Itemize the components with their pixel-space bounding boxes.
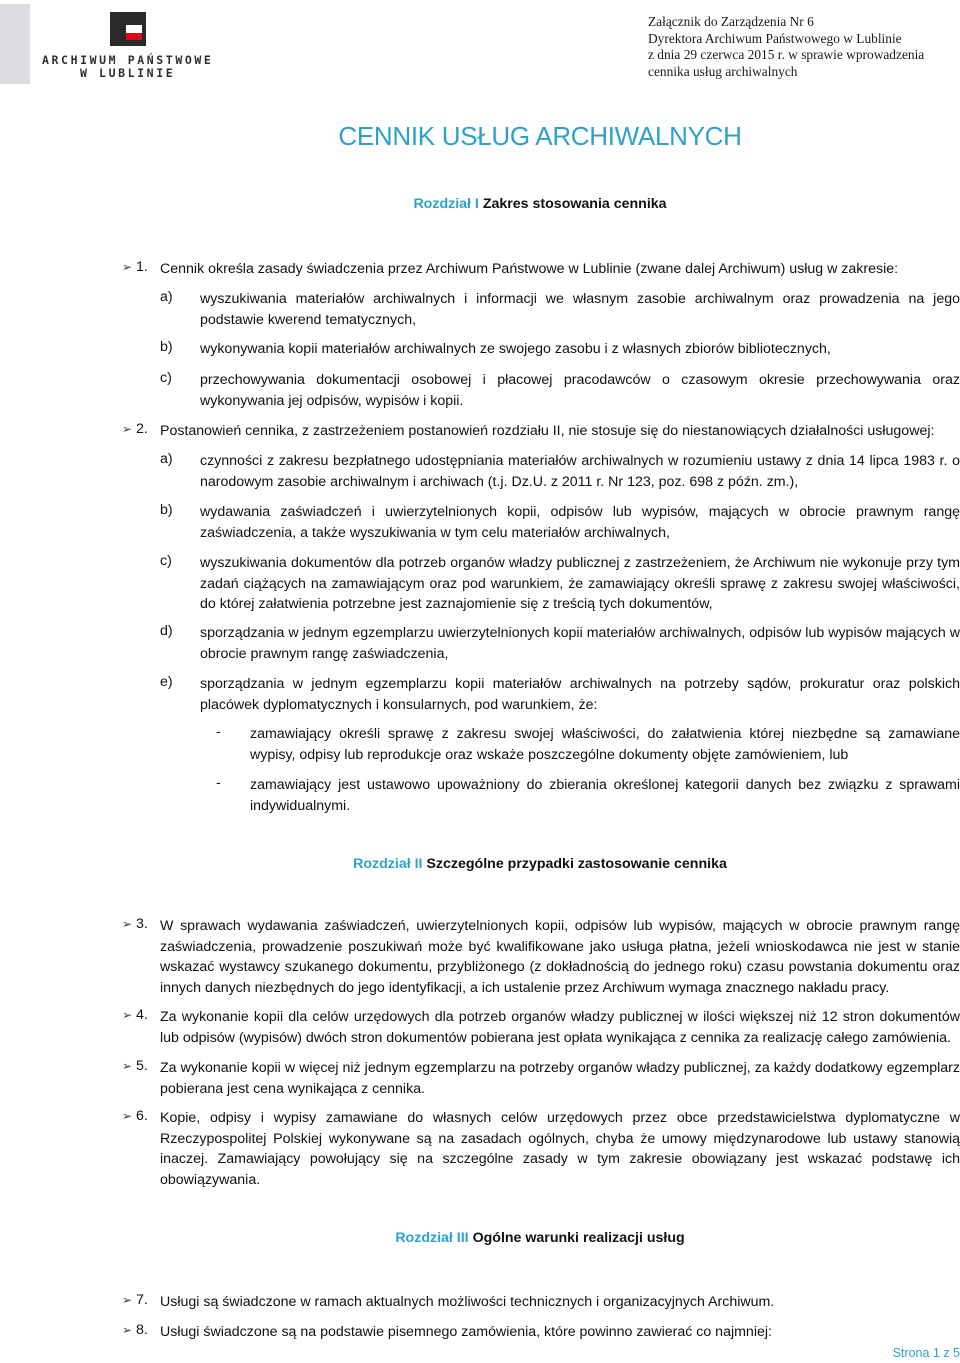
paragraph-number: ➢ 2. (122, 421, 148, 437)
header-note-line: z dnia 29 czerwca 2015 r. w sprawie wprowadzenia (648, 47, 925, 62)
chapter-3-heading (0, 1230, 960, 1246)
logo-text-line2: W LUBLINIE (80, 66, 176, 80)
item-letter: e) (160, 674, 173, 690)
page-number: Strona 1 z 5 (892, 1346, 960, 1360)
logo-side-bar (0, 4, 30, 84)
paragraph-number: ➢ 1. (122, 259, 148, 275)
paragraph-1-text: Cennik określa zasady świadczenia przez Archiwum Państwowe w Lublinie (zwane dalej Archiwum) usług w zakresie: (160, 261, 899, 277)
paragraph-5-text: Za wykonanie kopii w więcej niż jednym egzemplarzu na potrzeby organów władzy publicznej, za każdy dodatkowy egzemplarz pobierana jest cena wynikająca z cennika. (160, 1060, 960, 1097)
paragraph-4-text: Za wykonanie kopii dla celów urzędowych dla potrzeb organów władzy publicznej w ilości większej niż 12 stron dokumentów lub odpisów (wypisów) dwóch stron dokumentów pobierana jest opłata wynikająca z cennika za realizację całego zamówienia. (160, 1009, 960, 1046)
chapter-number: Rozdział I (413, 196, 479, 212)
chapter-1-heading (0, 196, 960, 212)
chapter-name: Ogólne warunki realizacji usług (472, 1230, 685, 1246)
chapter-name: Zakres stosowania cennika (482, 196, 667, 212)
paragraph-number: ➢ 5. (122, 1058, 148, 1074)
chapter-name: Szczególne przypadki zastosowanie cennika (426, 856, 727, 872)
list-item: sporządzania w jednym egzemplarzu kopii materiałów archiwalnych na potrzeby sądów, prokuratur oraz polskich placówek dyplomatycznych i konsularnych, pod warunkiem, że: (200, 676, 960, 713)
item-letter: c) (160, 370, 172, 386)
item-letter: b) (160, 339, 173, 355)
item-letter: a) (160, 451, 173, 467)
paragraph-7-text: Usługi są świadczone w ramach aktualnych możliwości technicznych i organizacyjnych Archiwum. (160, 1294, 775, 1310)
dash-mark: - (216, 775, 221, 791)
paragraph-3-text: W sprawach wydawania zaświadczeń, uwierzytelnionych kopii, odpisów lub wypisów, mających w obrocie prawnym rangę zaświadczenia, prowadzenie poszukiwań może być kwalifikowane jako usługa płatna, jeżeli wnioskodawca nie jest w stanie wskazać wystawcy szukanego dokumentu, przybliżonego (z dokładnością do jednego roku) czasu powstania dokumentu oraz innych danych niezbędnych do jego identyfikacji, a ich ustalenie przez Archiwum wymaga znacznego nakładu pracy. (160, 918, 960, 996)
dash-item: zamawiający określi sprawę z zakresu swojej właściwości, do załatwienia której niezbędne są zamawiane wypisy, odpisy lub reprodukcje oraz wskaże poszczególne dokumenty objęte zamówieniem, lub (250, 726, 960, 763)
paragraph-6-text: Kopie, odpisy i wypisy zamawiane do własnych celów urzędowych przez obce przedstawicielstwa dyplomatyczne w Rzeczypospolitej Polskiej wykonywane są na zasadach ogólnych, chyba że umowy międzynarodowe lub ustawy stanowią inaczej. Zamawiający powołujący się na szczególne zasady w tym zakresie obowiązany jest wskazać podstawę ich obowiązywania. (160, 1110, 960, 1188)
paragraph-number: ➢ 8. (122, 1322, 148, 1338)
list-item: wyszukiwania materiałów archiwalnych i informacji we własnym zasobie archiwalnym oraz prowadzenia na jego podstawie kwerend tematycznych, (200, 291, 960, 328)
page-title: CENNIK USŁUG ARCHIWALNYCH (338, 121, 742, 151)
item-letter: b) (160, 502, 173, 518)
logo-text-line1: ARCHIWUM PAŃSTWOWE (42, 53, 214, 67)
chapter-number: Rozdział III (395, 1230, 469, 1246)
item-letter: c) (160, 553, 172, 569)
item-letter: d) (160, 623, 173, 639)
paragraph-number: ➢ 6. (122, 1108, 148, 1124)
header-note-line: Dyrektora Archiwum Państwowego w Lublinie (648, 30, 902, 46)
paragraph-2-text: Postanowień cennika, z zastrzeżeniem postanowień rozdziału II, nie stosuje się do niestanowiących działalności usługowej: (160, 423, 935, 439)
header-note-line: cennika usług archiwalnych (648, 63, 798, 79)
header-note (648, 14, 948, 80)
paragraph-number: ➢ 3. (122, 916, 148, 932)
logo-white-strip (126, 25, 142, 33)
list-item: wykonywania kopii materiałów archiwalnych ze swojego zasobu i z własnych zbiorów bibliotecznych, (200, 341, 831, 357)
list-item: przechowywania dokumentacji osobowej i płacowej pracodawców o czasowym okresie przechowywania oraz wykonywania jej odpisów, wypisów i kopii. (200, 372, 960, 409)
list-item: czynności z zakresu bezpłatnego udostępniania materiałów archiwalnych w rozumieniu ustawy z dnia 14 lipca 1983 r. o narodowym zasobie archiwalnym i archiwach (t.j. Dz.U. z 2011 r. Nr 123, poz. 698 z późn. zm.), (200, 453, 960, 490)
item-letter: a) (160, 289, 173, 305)
list-item: wyszukiwania dokumentów dla potrzeb organów władzy publicznej z zastrzeżeniem, że Archiwum nie wykonuje przy tym zadań ciążących na zamawiającym oraz pod warunkiem, że zamawiający określi sprawę z zakresu swojej właściwości, do której załatwienia potrzebne jest zaznajomienie się z treścią tych dokumentów, (200, 555, 960, 613)
paragraph-8-text: Usługi świadczone są na podstawie pisemnego zamówienia, które powinno zawierać co najmniej: (160, 1324, 772, 1340)
list-item: wydawania zaświadczeń i uwierzytelnionych kopii, odpisów lub wypisów, mających w obrocie prawnym rangę zaświadczenia, a także wyszukiwania w tym celu materiałów archiwalnych, (200, 504, 960, 541)
paragraph-number: ➢ 4. (122, 1007, 148, 1023)
list-item: sporządzania w jednym egzemplarzu uwierzytelnionych kopii materiałów archiwalnych, odpisów lub wypisów mających w obrocie prawnym rangę zaświadczenia, (200, 625, 960, 662)
dash-item: zamawiający jest ustawowo upoważniony do zbierania określonej kategorii danych bez związku z sprawami indywidualnymi. (250, 777, 960, 814)
header-note-line: Załącznik do Zarządzenia Nr 6 (648, 14, 814, 29)
chapter-2-heading (0, 856, 960, 872)
dash-mark: - (216, 724, 221, 740)
paragraph-number: ➢ 7. (122, 1292, 148, 1308)
chapter-number: Rozdział II (353, 856, 423, 872)
